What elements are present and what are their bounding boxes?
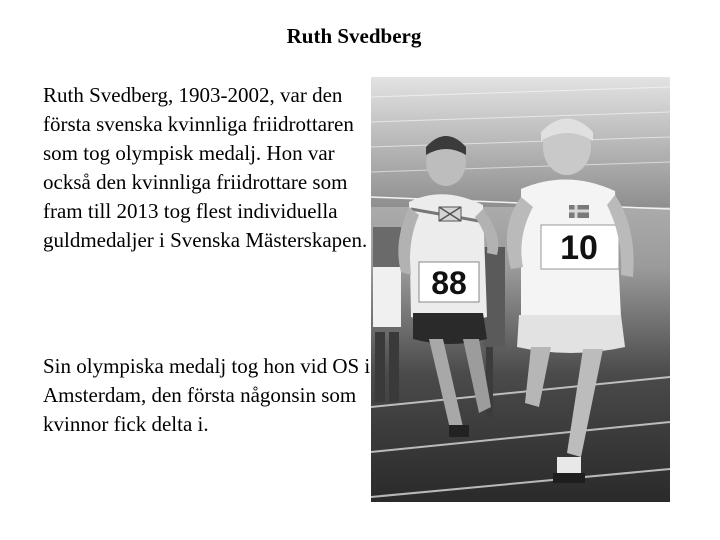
slide-title: Ruth Svedberg — [286, 24, 422, 48]
runners-photo — [371, 77, 670, 502]
left-runner-bib-number: 88 — [431, 265, 467, 301]
body-paragraph-2: Sin olympiska medalj tog hon vid OS i Amsterdam, den första någonsin som kvinnor fick delta i. — [43, 354, 371, 436]
body-paragraph-1: Ruth Svedberg, 1903-2002, var den första svenska kvinnliga friidrottaren som tog olympisk medalj. Hon var också den kvinnliga friidrottare som fram till 2013 tog flest individuella guldmedaljer i Svenska Mästerskapen. — [43, 83, 368, 252]
right-runner-bib-number: 10 — [560, 229, 598, 267]
